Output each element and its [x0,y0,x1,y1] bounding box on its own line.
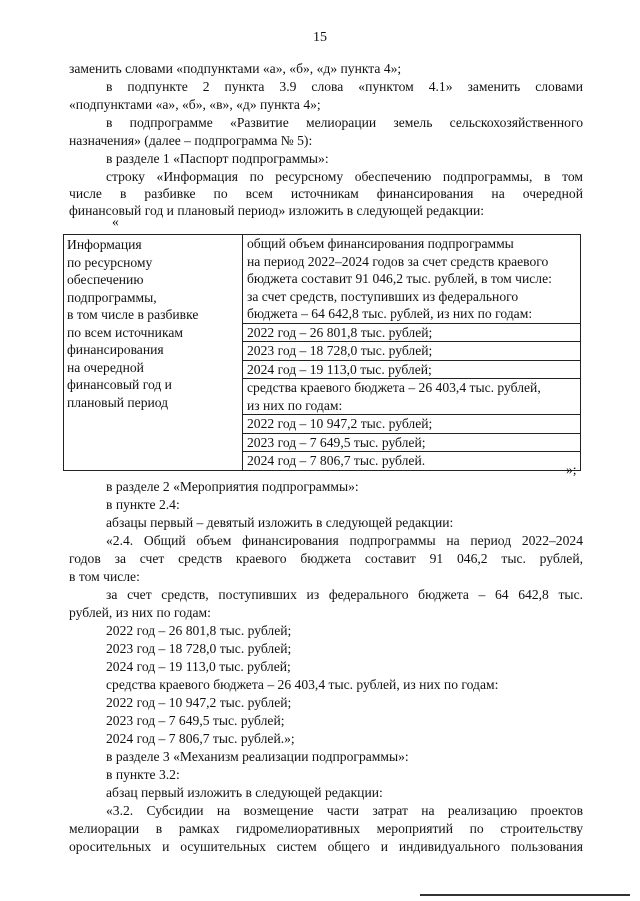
intro-line: строку «Информация по ресурсному обеспечению подпрограммы, в том [106,169,583,184]
body-line: за счет средств, поступивших из федерального бюджета – 64 642,8 тыс. [106,587,583,602]
intro-line: в подпункте 2 пункта 3.9 слова «пунктом 4.1» заменить словами [106,79,583,94]
close-quote: »; [566,462,577,477]
intro-line: «подпунктами «а», «б», «в», «д» пункта 4»; [69,97,321,112]
body-line: абзац первый изложить в следующей редакции: [106,785,383,800]
body-line: в пункте 3.2: [106,767,180,782]
body-line: 2022 год – 10 947,2 тыс. рублей; [106,695,292,710]
body-line: «3.2. Субсидии на возмещение части затрат на реализацию проектов [106,803,583,818]
intro-line: финансовый год и плановый период» изложить в следующей редакции: [69,203,485,218]
passport-row-value: общий объем финансирования подпрограммы на период 2022–2024 годов за счет средств краевого бюджета составит 91 046,2 тыс. рублей, в том числе: за счет средств, поступивших из федерального бюджета – 64 642,8 тыс. рублей, из них по годам: 2022 год – 26 801,8 тыс. рублей; 2023 год – 18 728,0 тыс. рублей; 2024 год – 19 113,0 тыс. рублей; средства краевого бюджета – 26 403,4 тыс. рублей, из них по годам: 2022 год – 10 947,2 тыс. рублей; 2023 год – 7 649,5 тыс. рублей; 2024 год – 7 806,7 тыс. рублей. [243,235,581,471]
body-line: в том числе: [69,569,140,584]
body-line: в пункте 2.4: [106,497,180,512]
body-line: средства краевого бюджета – 26 403,4 тыс. рублей, из них по годам: [106,677,499,692]
open-quote: « [112,214,119,229]
intro-line: назначения» (далее – подпрограмма № 5): [69,133,313,148]
body-line: 2023 год – 7 649,5 тыс. рублей; [106,713,285,728]
body-line: 2024 год – 19 113,0 тыс. рублей; [106,659,291,674]
intro-line: в разделе 1 «Паспорт подпрограммы»: [106,151,329,166]
page-number: 15 [313,30,327,45]
body-line: «2.4. Общий объем финансирования подпрограммы на период 2022–2024 [106,533,583,548]
body-line: 2024 год – 7 806,7 тыс. рублей.»; [106,731,295,746]
body-line: в разделе 3 «Механизм реализации подпрограммы»: [106,749,409,764]
scan-edge-line [420,894,630,896]
intro-line: заменить словами «подпунктами «а», «б», «д» пункта 4»; [69,61,402,76]
body-line: рублей, из них по годам: [69,605,211,620]
body-line: в разделе 2 «Мероприятия подпрограммы»: [106,479,359,494]
passport-table [63,234,581,471]
passport-row-label: Информация по ресурсному обеспечению подпрограммы, в том числе в разбивке по всем источникам финансирования на очередной финансовый год и плановый период [64,235,243,471]
body-line: 2023 год – 18 728,0 тыс. рублей; [106,641,292,656]
body-line: мелиорации в рамках гидромелиоративных мероприятий по строительству [69,821,583,836]
intro-line: в подпрограмме «Развитие мелиорации земель сельскохозяйственного [106,115,583,130]
body-line: годов за счет средств краевого бюджета составит 91 046,2 тыс. рублей, [69,551,583,566]
body-line: оросительных и осушительных систем общего и индивидуального пользования [69,839,583,854]
body-line: абзацы первый – девятый изложить в следующей редакции: [106,515,454,530]
intro-line: числе в разбивке по всем источникам финансирования на очередной [69,186,583,201]
body-line: 2022 год – 26 801,8 тыс. рублей; [106,623,292,638]
